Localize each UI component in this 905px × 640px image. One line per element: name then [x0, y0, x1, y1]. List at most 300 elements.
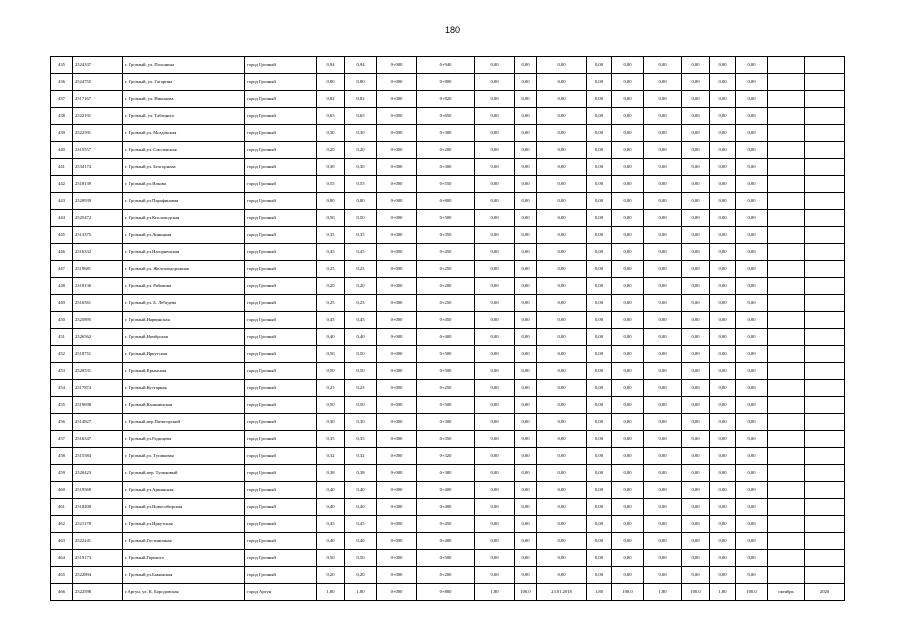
table-cell: 0,35: [317, 431, 345, 448]
table-cell: город Грозный: [245, 482, 317, 499]
table-cell: [768, 278, 805, 295]
table-cell: 0,00: [587, 414, 612, 431]
table-cell: 0,00: [710, 312, 736, 329]
table-cell: 0,32: [345, 448, 377, 465]
table-cell: [805, 125, 845, 142]
table-cell: 0,00: [682, 312, 710, 329]
table-cell: 0,40: [317, 482, 345, 499]
table-cell: 0,35: [317, 227, 345, 244]
table-cell: 0,00: [537, 159, 587, 176]
table-cell: 0,20: [345, 567, 377, 584]
table-cell: город Грозный: [245, 516, 317, 533]
table-cell: 0+000: [377, 414, 417, 431]
table-row: [51, 363, 845, 380]
table-cell: 0,50: [317, 210, 345, 227]
table-cell: 0,00: [644, 91, 682, 108]
table-cell: 0,45: [345, 312, 377, 329]
table-cell: 0,00: [682, 193, 710, 210]
table-cell: город Грозный: [245, 125, 317, 142]
table-cell: [805, 261, 845, 278]
table-cell: 2519568: [73, 482, 123, 499]
table-cell: 0,00: [736, 533, 768, 550]
table-cell: город Грозный: [245, 567, 317, 584]
table-cell: 451: [51, 329, 73, 346]
table-cell: г.Аргун, ул. К. Бородовская: [123, 584, 245, 601]
table-cell: 0,00: [710, 414, 736, 431]
table-cell: 0,00: [537, 414, 587, 431]
table-cell: [768, 295, 805, 312]
table-cell: 0,00: [537, 193, 587, 210]
table-cell: 0,00: [475, 431, 515, 448]
table-cell: 0,00: [537, 91, 587, 108]
table-cell: 0,00: [644, 550, 682, 567]
table-cell: 0,00: [587, 465, 612, 482]
table-cell: [768, 533, 805, 550]
table-cell: 0,00: [682, 465, 710, 482]
table-cell: 0,00: [682, 261, 710, 278]
table-cell: 464: [51, 550, 73, 567]
table-cell: 452: [51, 346, 73, 363]
table-cell: 0+550: [417, 176, 475, 193]
table-cell: 2519681: [73, 261, 123, 278]
table-cell: 0,00: [537, 295, 587, 312]
table-cell: [805, 227, 845, 244]
table-cell: город Грозный: [245, 91, 317, 108]
table-cell: 0,00: [475, 380, 515, 397]
table-cell: 0,00: [515, 57, 537, 74]
table-cell: 0+000: [377, 108, 417, 125]
table-cell: 0,00: [612, 295, 644, 312]
table-cell: 0,00: [710, 125, 736, 142]
registry-body: [51, 57, 845, 601]
table-cell: 0,00: [475, 210, 515, 227]
table-cell: 0,00: [644, 74, 682, 91]
table-cell: 2525895: [73, 312, 123, 329]
table-cell: 1,80: [587, 584, 612, 601]
table-cell: 0+450: [417, 244, 475, 261]
table-cell: 0,00: [587, 91, 612, 108]
table-cell: [768, 414, 805, 431]
table-cell: 0,00: [587, 278, 612, 295]
table-cell: 0,25: [345, 295, 377, 312]
table-cell: 100,0: [612, 584, 644, 601]
table-cell: 0+800: [417, 584, 475, 601]
table-cell: 0,45: [317, 516, 345, 533]
table-cell: г. Грозный,ул. Моздокская: [123, 125, 245, 142]
table-cell: город Грозный: [245, 142, 317, 159]
table-cell: 0,00: [682, 57, 710, 74]
table-cell: 0,94: [317, 57, 345, 74]
table-cell: г. Грозный,Гостиничная: [123, 533, 245, 550]
table-cell: 0,00: [537, 261, 587, 278]
table-cell: 0,00: [515, 380, 537, 397]
table-cell: город Грозный: [245, 499, 317, 516]
table-row: [51, 295, 845, 312]
table-cell: город Грозный: [245, 261, 317, 278]
table-cell: город Грозный: [245, 227, 317, 244]
table-cell: 0,00: [612, 74, 644, 91]
table-cell: 0,25: [345, 261, 377, 278]
table-cell: 0,00: [537, 227, 587, 244]
table-cell: 100,0: [682, 584, 710, 601]
table-cell: 437: [51, 91, 73, 108]
table-cell: город Грозный: [245, 397, 317, 414]
table-cell: 2520531: [73, 363, 123, 380]
table-cell: 0,00: [682, 414, 710, 431]
table-cell: 0,00: [644, 261, 682, 278]
table-cell: 0+000: [377, 482, 417, 499]
table-cell: 0,00: [736, 227, 768, 244]
table-cell: г. Грозный,ул.Армянская: [123, 482, 245, 499]
table-cell: 0,40: [317, 329, 345, 346]
table-row: [51, 499, 845, 516]
table-cell: 0,00: [682, 278, 710, 295]
table-cell: 0,00: [612, 414, 644, 431]
table-cell: 0+000: [377, 567, 417, 584]
table-cell: 0,00: [537, 533, 587, 550]
table-cell: 0,00: [515, 159, 537, 176]
table-cell: [805, 414, 845, 431]
table-cell: 0,00: [612, 346, 644, 363]
table-cell: 0,00: [612, 482, 644, 499]
table-cell: город Грозный: [245, 295, 317, 312]
table-cell: 0,00: [612, 159, 644, 176]
table-cell: 0,00: [475, 414, 515, 431]
table-cell: 0,00: [587, 567, 612, 584]
table-cell: 2520423: [73, 465, 123, 482]
table-cell: [768, 448, 805, 465]
table-cell: 463: [51, 533, 73, 550]
table-cell: 0,00: [587, 550, 612, 567]
table-cell: г. Грозный,ул. Белгорнова: [123, 159, 245, 176]
table-cell: 0,00: [736, 567, 768, 584]
table-cell: 0,00: [475, 108, 515, 125]
table-cell: 0,38: [317, 465, 345, 482]
table-cell: 0,00: [644, 567, 682, 584]
table-cell: 0,00: [736, 295, 768, 312]
table-cell: 0,00: [475, 329, 515, 346]
table-cell: 0,40: [345, 499, 377, 516]
table-cell: 2521178: [73, 516, 123, 533]
table-cell: 0,20: [317, 142, 345, 159]
table-cell: 0,00: [682, 482, 710, 499]
table-cell: [768, 227, 805, 244]
table-cell: 462: [51, 516, 73, 533]
table-cell: [768, 431, 805, 448]
table-cell: город Грозный: [245, 176, 317, 193]
table-cell: 0,00: [612, 278, 644, 295]
table-cell: 0,00: [644, 380, 682, 397]
table-cell: 0,00: [537, 465, 587, 482]
table-cell: 0+200: [417, 567, 475, 584]
table-row: [51, 193, 845, 210]
table-cell: 0,00: [710, 91, 736, 108]
table-cell: 455: [51, 397, 73, 414]
table-cell: 0,00: [587, 244, 612, 261]
table-cell: 1,80: [317, 584, 345, 601]
table-cell: 0,00: [475, 142, 515, 159]
table-cell: 0+300: [417, 125, 475, 142]
table-cell: [805, 516, 845, 533]
table-cell: 0,00: [587, 363, 612, 380]
table-cell: 0,45: [345, 516, 377, 533]
table-cell: 0,00: [736, 329, 768, 346]
table-cell: 0,00: [710, 533, 736, 550]
table-cell: 0,00: [587, 261, 612, 278]
table-cell: 0+250: [417, 261, 475, 278]
table-cell: город Грозный: [245, 210, 317, 227]
table-cell: [768, 363, 805, 380]
table-cell: 0+500: [417, 397, 475, 414]
table-cell: 0+000: [377, 278, 417, 295]
table-cell: 0+000: [377, 346, 417, 363]
table-cell: 2517167: [73, 91, 123, 108]
table-cell: 0,00: [682, 74, 710, 91]
table-cell: 0,00: [710, 159, 736, 176]
table-cell: 0+500: [417, 550, 475, 567]
table-cell: 0+800: [417, 74, 475, 91]
table-cell: 442: [51, 176, 73, 193]
table-cell: 0,25: [317, 380, 345, 397]
table-cell: [805, 482, 845, 499]
table-cell: 2522241: [73, 533, 123, 550]
table-cell: [768, 125, 805, 142]
table-cell: 0+000: [377, 516, 417, 533]
table-cell: 0,00: [736, 159, 768, 176]
table-cell: 0,82: [345, 91, 377, 108]
table-cell: [768, 397, 805, 414]
table-cell: [768, 465, 805, 482]
table-cell: 0,00: [612, 397, 644, 414]
table-cell: г. Грозный,ул.Кисловодская: [123, 210, 245, 227]
table-cell: 2522894: [73, 567, 123, 584]
table-cell: 0,00: [644, 533, 682, 550]
table-cell: [805, 176, 845, 193]
table-cell: 0,00: [587, 210, 612, 227]
table-cell: 0,00: [710, 227, 736, 244]
table-cell: 2520939: [73, 193, 123, 210]
table-cell: 0,30: [345, 159, 377, 176]
table-cell: 0,00: [587, 499, 612, 516]
table-cell: 0,50: [317, 397, 345, 414]
table-cell: 444: [51, 210, 73, 227]
table-cell: 0,00: [682, 397, 710, 414]
table-cell: 0,30: [345, 414, 377, 431]
table-cell: 0,45: [317, 312, 345, 329]
table-cell: [768, 210, 805, 227]
table-cell: 0+400: [417, 329, 475, 346]
table-cell: 0,00: [644, 431, 682, 448]
table-cell: 23.01.2018: [537, 584, 587, 601]
table-cell: 0,00: [587, 57, 612, 74]
table-cell: 0,00: [515, 227, 537, 244]
table-cell: 457: [51, 431, 73, 448]
table-cell: 0,00: [644, 397, 682, 414]
table-cell: 0,00: [736, 516, 768, 533]
table-cell: 0+400: [417, 482, 475, 499]
table-cell: 0,25: [317, 261, 345, 278]
table-cell: 0,25: [345, 380, 377, 397]
table-cell: 0,00: [612, 244, 644, 261]
table-cell: 0,32: [317, 448, 345, 465]
table-cell: г. Грозный,ул. Железнодорожная: [123, 261, 245, 278]
table-cell: 0,00: [587, 329, 612, 346]
table-cell: 0,00: [475, 482, 515, 499]
table-cell: [805, 142, 845, 159]
table-cell: 0,00: [644, 482, 682, 499]
table-cell: город Грозный: [245, 533, 317, 550]
table-cell: 439: [51, 125, 73, 142]
table-cell: [768, 57, 805, 74]
table-cell: [805, 329, 845, 346]
table-cell: 0,45: [317, 244, 345, 261]
table-cell: 2513375: [73, 227, 123, 244]
table-cell: 0+000: [377, 584, 417, 601]
table-cell: 0,00: [736, 550, 768, 567]
table-row: [51, 397, 845, 414]
table-cell: 0,00: [682, 329, 710, 346]
table-cell: 446: [51, 244, 73, 261]
table-cell: 0+940: [417, 57, 475, 74]
table-cell: 1,80: [644, 584, 682, 601]
table-row: [51, 176, 845, 193]
table-cell: 0,00: [612, 210, 644, 227]
table-cell: 0,00: [736, 482, 768, 499]
table-cell: г. Грозный,Нарвинская: [123, 312, 245, 329]
table-cell: 0,00: [475, 550, 515, 567]
table-cell: 0,00: [644, 499, 682, 516]
table-cell: 0,00: [682, 550, 710, 567]
table-cell: 0+000: [377, 176, 417, 193]
table-cell: 0,00: [644, 244, 682, 261]
table-cell: город Грозный: [245, 193, 317, 210]
table-cell: 0,00: [710, 210, 736, 227]
table-cell: 0,00: [682, 227, 710, 244]
table-cell: 0,00: [587, 516, 612, 533]
table-cell: 0,00: [736, 193, 768, 210]
table-cell: г. Грозный, ул. Никонова: [123, 91, 245, 108]
table-cell: [768, 74, 805, 91]
table-cell: 0,00: [710, 465, 736, 482]
table-cell: 0,00: [710, 295, 736, 312]
table-cell: [805, 193, 845, 210]
table-cell: 0+800: [417, 193, 475, 210]
table-row: [51, 74, 845, 91]
table-cell: 0,00: [710, 431, 736, 448]
table-cell: 0,00: [515, 125, 537, 142]
table-cell: 0,00: [475, 499, 515, 516]
table-cell: 0,00: [682, 108, 710, 125]
table-cell: [805, 397, 845, 414]
table-cell: город Грозный: [245, 431, 317, 448]
table-cell: 0,00: [682, 210, 710, 227]
table-cell: г. Грозный,ул.Иркутская: [123, 516, 245, 533]
table-cell: 0,00: [475, 312, 515, 329]
table-row: [51, 244, 845, 261]
table-cell: 0,00: [612, 448, 644, 465]
table-cell: 0+000: [377, 142, 417, 159]
table-cell: 2526562: [73, 329, 123, 346]
table-cell: 0,00: [736, 261, 768, 278]
table-cell: [805, 159, 845, 176]
table-cell: 0+000: [377, 159, 417, 176]
table-cell: 0,00: [515, 74, 537, 91]
table-cell: город Грозный: [245, 550, 317, 567]
table-cell: 2514827: [73, 414, 123, 431]
table-cell: [805, 295, 845, 312]
table-cell: 0,00: [710, 108, 736, 125]
table-cell: 458: [51, 448, 73, 465]
table-cell: 0,00: [515, 567, 537, 584]
table-cell: 0,00: [682, 125, 710, 142]
table-cell: г. Грозный,Кустарная: [123, 380, 245, 397]
table-cell: 0+000: [377, 550, 417, 567]
table-cell: 0+380: [417, 465, 475, 482]
table-cell: 460: [51, 482, 73, 499]
table-cell: 0,00: [736, 108, 768, 125]
table-cell: 0,00: [587, 482, 612, 499]
table-cell: 0,00: [644, 295, 682, 312]
table-cell: 0,00: [644, 125, 682, 142]
table-cell: 0,00: [736, 74, 768, 91]
table-cell: 0+000: [377, 329, 417, 346]
table-cell: 0,00: [587, 295, 612, 312]
table-cell: 0,00: [682, 244, 710, 261]
table-cell: 0,00: [587, 448, 612, 465]
table-cell: 2516332: [73, 244, 123, 261]
table-cell: 2534174: [73, 159, 123, 176]
table-cell: 0,00: [515, 210, 537, 227]
table-cell: 459: [51, 465, 73, 482]
table-cell: 0,00: [612, 465, 644, 482]
table-cell: 0+500: [417, 210, 475, 227]
table-cell: г. Грозный,ул.Нагорненская: [123, 244, 245, 261]
table-cell: 453: [51, 363, 73, 380]
table-cell: 0,00: [537, 482, 587, 499]
table-cell: 0,00: [612, 363, 644, 380]
table-cell: 0,00: [612, 550, 644, 567]
table-cell: 0,00: [736, 210, 768, 227]
table-cell: [768, 193, 805, 210]
table-cell: 2522591: [73, 125, 123, 142]
table-cell: 0,38: [345, 465, 377, 482]
table-cell: 0,00: [682, 295, 710, 312]
table-cell: 0+000: [377, 533, 417, 550]
table-cell: 0,00: [612, 193, 644, 210]
table-cell: 0,00: [515, 397, 537, 414]
table-cell: 0,00: [587, 142, 612, 159]
table-cell: 2524755: [73, 74, 123, 91]
table-cell: 0,40: [317, 499, 345, 516]
table-cell: 0,80: [345, 193, 377, 210]
table-cell: город Грозный: [245, 346, 317, 363]
table-cell: 0+300: [417, 414, 475, 431]
table-cell: 0,00: [612, 261, 644, 278]
table-cell: 0,00: [612, 227, 644, 244]
table-row: [51, 57, 845, 74]
table-row: [51, 414, 845, 431]
table-cell: [768, 567, 805, 584]
table-cell: [805, 74, 845, 91]
table-cell: 0,80: [345, 74, 377, 91]
table-cell: город Грозный: [245, 380, 317, 397]
table-cell: 2315557: [73, 142, 123, 159]
table-cell: 0,65: [317, 108, 345, 125]
table-cell: 0,00: [515, 465, 537, 482]
table-cell: 2522598: [73, 584, 123, 601]
table-cell: г. Грозный,ул.Парафиновая: [123, 193, 245, 210]
table-cell: 0,00: [537, 74, 587, 91]
